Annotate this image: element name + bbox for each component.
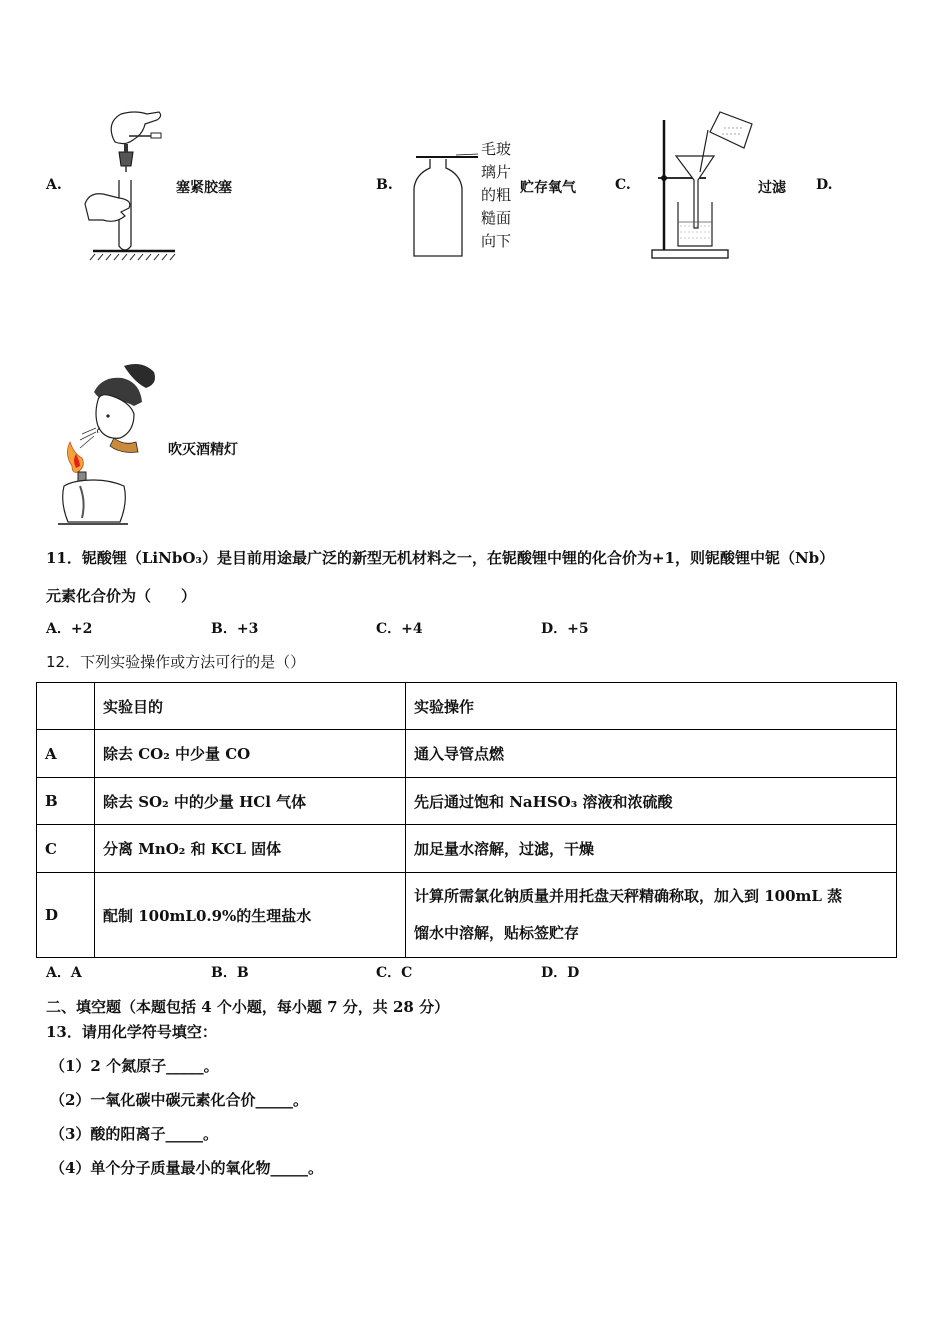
answer-blank[interactable]: _____ bbox=[166, 1057, 204, 1075]
row-goal: 除去 SO₂ 中的少量 HCl 气体 bbox=[95, 778, 406, 825]
option-d-letter: D. bbox=[816, 177, 833, 193]
option-c-letter: C. bbox=[615, 177, 631, 193]
row-operation bbox=[406, 873, 897, 958]
q11-option-a: A．+2 bbox=[46, 621, 93, 637]
header-operation: 实验操作 bbox=[406, 683, 897, 730]
q13-item-1: （1）2 个氮原子_____。 bbox=[50, 1057, 219, 1075]
row-key: B bbox=[37, 778, 95, 825]
q11-stem-line2: 元素化合价为（ ） bbox=[46, 587, 197, 605]
q11-stem-line1: 11．铌酸锂（LiNbO₃）是目前用途最广泛的新型无机材料之一，在铌酸锂中锂的化合价为+1，则铌酸锂中铌（Nb） bbox=[46, 549, 835, 567]
row-operation: 先后通过饱和 NaHSO₃ 溶液和浓硫酸 bbox=[406, 778, 897, 825]
table-row bbox=[37, 778, 897, 825]
option-a-letter: A. bbox=[46, 177, 62, 193]
q11-option-b: B．+3 bbox=[211, 621, 259, 637]
row-operation-line: 馏水中溶解，贴标签贮存 bbox=[414, 924, 580, 942]
option-d-caption: 吹灭酒精灯 bbox=[168, 442, 238, 458]
q13-stem: 13．请用化学符号填空： bbox=[46, 1023, 217, 1041]
row-goal: 除去 CO₂ 中少量 CO bbox=[95, 730, 406, 778]
option-b-caption: 贮存氧气 bbox=[520, 180, 576, 196]
q13-item-2: （2）一氧化碳中碳元素化合价_____。 bbox=[50, 1091, 308, 1109]
q12-option-a: A．A bbox=[46, 965, 82, 981]
answer-blank[interactable]: _____ bbox=[165, 1125, 203, 1143]
row-key: C bbox=[37, 825, 95, 873]
glass-plate-note: 毛玻 璃片 的粗 糙面 向下 bbox=[481, 140, 512, 250]
insert-stopper-illustration bbox=[85, 108, 175, 260]
q12-stem: 12．下列实验操作或方法可行的是（） bbox=[46, 653, 306, 671]
q12-option-b: B．B bbox=[211, 965, 249, 981]
q13-item-4: （4）单个分子质量最小的氧化物_____。 bbox=[50, 1159, 323, 1177]
option-b-letter: B. bbox=[376, 177, 393, 193]
q12-option-d: D．D bbox=[541, 965, 580, 981]
q11-option-c: C．+4 bbox=[376, 621, 423, 637]
answer-blank[interactable]: _____ bbox=[270, 1159, 308, 1177]
option-c-caption: 过滤 bbox=[758, 180, 786, 196]
row-operation-line: 计算所需氯化钠质量并用托盘天秤精确称取，加入到 100mL 蒸 bbox=[414, 887, 843, 905]
row-operation: 通入导管点燃 bbox=[406, 730, 897, 778]
blow-out-lamp-illustration bbox=[50, 362, 160, 528]
table-row bbox=[37, 825, 897, 873]
section-heading: 二、填空题（本题包括 4 个小题，每小题 7 分，共 28 分） bbox=[46, 998, 450, 1016]
q12-option-c: C．C bbox=[376, 965, 413, 981]
answer-blank[interactable]: _____ bbox=[255, 1091, 293, 1109]
row-goal: 分离 MnO₂ 和 KCL 固体 bbox=[95, 825, 406, 873]
option-a-caption: 塞紧胶塞 bbox=[176, 180, 232, 196]
table-row bbox=[37, 730, 897, 778]
header-goal: 实验目的 bbox=[95, 683, 406, 730]
q13-item-3: （3）酸的阳离子_____。 bbox=[50, 1125, 218, 1143]
row-operation: 加足量水溶解，过滤，干燥 bbox=[406, 825, 897, 873]
row-goal: 配制 100mL0.9%的生理盐水 bbox=[95, 873, 406, 958]
table-header-row bbox=[37, 683, 897, 730]
row-key: A bbox=[37, 730, 95, 778]
experiment-table bbox=[36, 682, 897, 958]
q11-option-d: D．+5 bbox=[541, 621, 589, 637]
gas-bottle-illustration bbox=[410, 150, 484, 260]
filtration-illustration bbox=[648, 110, 758, 260]
header-key bbox=[37, 683, 95, 730]
row-key: D bbox=[37, 873, 95, 958]
table-row bbox=[37, 873, 897, 958]
